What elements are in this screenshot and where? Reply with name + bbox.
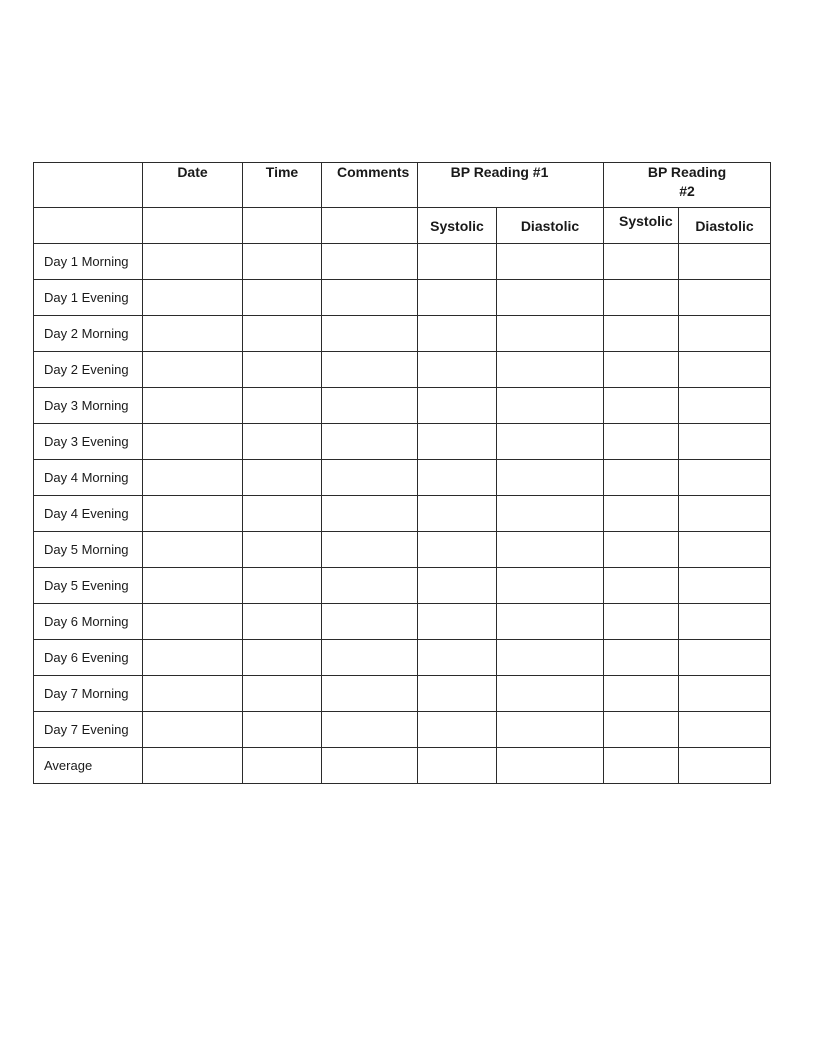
blood-pressure-log: [33, 162, 771, 784]
table-row: [34, 640, 771, 676]
table-row: [34, 424, 771, 460]
cell-bp2-diastolic[interactable]: [679, 640, 771, 676]
cell-comments[interactable]: [322, 532, 418, 568]
cell-date[interactable]: [143, 244, 243, 280]
cell-bp2-diastolic[interactable]: [679, 604, 771, 640]
table-row: [34, 568, 771, 604]
subheader-bp2-systolic-text: Systolic: [619, 213, 673, 229]
cell-comments[interactable]: [322, 352, 418, 388]
cell-date[interactable]: [143, 676, 243, 712]
cell-time[interactable]: [243, 712, 322, 748]
subheader-blank-1: [34, 208, 143, 244]
cell-date[interactable]: [143, 316, 243, 352]
cell-comments[interactable]: [322, 496, 418, 532]
cell-bp1-systolic[interactable]: [418, 280, 497, 316]
cell-bp1-systolic[interactable]: [418, 532, 497, 568]
row-label: Day 4 Evening: [34, 496, 143, 532]
cell-bp1-diastolic[interactable]: [497, 712, 604, 748]
cell-time[interactable]: [243, 640, 322, 676]
cell-bp1-systolic[interactable]: [418, 244, 497, 280]
row-label: Day 6 Morning: [34, 604, 143, 640]
table-row: [34, 280, 771, 316]
cell-bp1-diastolic[interactable]: [497, 388, 604, 424]
cell-bp2-systolic[interactable]: [604, 352, 679, 388]
cell-comments[interactable]: [322, 244, 418, 280]
cell-time[interactable]: [243, 280, 322, 316]
row-label: Day 6 Evening: [34, 640, 143, 676]
cell-comments[interactable]: [322, 568, 418, 604]
cell-bp2-diastolic[interactable]: [679, 460, 771, 496]
cell-bp2-systolic[interactable]: [604, 568, 679, 604]
cell-time[interactable]: [243, 244, 322, 280]
cell-time[interactable]: [243, 532, 322, 568]
cell-bp1-systolic[interactable]: [418, 604, 497, 640]
cell-date[interactable]: [143, 352, 243, 388]
cell-bp2-diastolic[interactable]: [679, 496, 771, 532]
table-row: [34, 712, 771, 748]
row-label: Day 5 Morning: [34, 532, 143, 568]
cell-bp1-systolic[interactable]: [418, 316, 497, 352]
cell-bp1-diastolic[interactable]: [497, 460, 604, 496]
cell-bp1-diastolic[interactable]: [497, 676, 604, 712]
cell-bp2-diastolic[interactable]: [679, 712, 771, 748]
row-label: Day 3 Evening: [34, 424, 143, 460]
cell-bp1-diastolic[interactable]: [497, 532, 604, 568]
table-row: [34, 532, 771, 568]
cell-bp1-systolic[interactable]: [418, 352, 497, 388]
row-label: Day 7 Evening: [34, 712, 143, 748]
cell-bp2-systolic[interactable]: [604, 640, 679, 676]
cell-time[interactable]: [243, 316, 322, 352]
cell-bp1-diastolic[interactable]: [497, 568, 604, 604]
cell-bp2-systolic[interactable]: [604, 280, 679, 316]
cell-comments[interactable]: [322, 316, 418, 352]
row-label: Day 2 Evening: [34, 352, 143, 388]
cell-bp2-diastolic[interactable]: [679, 676, 771, 712]
subheader-blank-3: [243, 208, 322, 244]
header-blank: [34, 163, 143, 208]
cell-bp2-systolic[interactable]: [604, 496, 679, 532]
cell-comments[interactable]: [322, 676, 418, 712]
cell-bp1-systolic[interactable]: [418, 568, 497, 604]
cell-comments[interactable]: [322, 712, 418, 748]
cell-date[interactable]: [143, 712, 243, 748]
cell-date[interactable]: [143, 604, 243, 640]
header-time: Time: [243, 163, 322, 208]
cell-bp1-systolic[interactable]: [418, 496, 497, 532]
cell-date[interactable]: [143, 496, 243, 532]
cell-comments[interactable]: [322, 388, 418, 424]
cell-bp2-diastolic[interactable]: [679, 388, 771, 424]
cell-bp2-diastolic[interactable]: [679, 352, 771, 388]
cell-bp2-diastolic[interactable]: [679, 280, 771, 316]
row-label: Day 1 Morning: [34, 244, 143, 280]
cell-bp1-diastolic[interactable]: [497, 424, 604, 460]
subheader-bp1-diastolic: Diastolic: [497, 208, 604, 244]
cell-bp1-systolic[interactable]: [418, 712, 497, 748]
cell-date[interactable]: [143, 388, 243, 424]
row-label: Average: [34, 748, 143, 784]
cell-bp2-diastolic[interactable]: [679, 748, 771, 784]
cell-bp1-systolic[interactable]: [418, 640, 497, 676]
row-label: Day 2 Morning: [34, 316, 143, 352]
row-label: Day 4 Morning: [34, 460, 143, 496]
cell-bp1-diastolic[interactable]: [497, 496, 604, 532]
cell-time[interactable]: [243, 352, 322, 388]
row-label: Day 1 Evening: [34, 280, 143, 316]
cell-time[interactable]: [243, 388, 322, 424]
cell-date[interactable]: [143, 280, 243, 316]
cell-comments[interactable]: [322, 280, 418, 316]
cell-bp2-systolic[interactable]: [604, 424, 679, 460]
cell-comments[interactable]: [322, 424, 418, 460]
cell-bp2-systolic[interactable]: [604, 460, 679, 496]
cell-bp1-diastolic[interactable]: [497, 640, 604, 676]
cell-bp2-diastolic[interactable]: [679, 532, 771, 568]
cell-time[interactable]: [243, 676, 322, 712]
table-row: [34, 748, 771, 784]
cell-bp1-diastolic[interactable]: [497, 352, 604, 388]
row-label: Day 5 Evening: [34, 568, 143, 604]
cell-time[interactable]: [243, 568, 322, 604]
subheader-bp1-systolic: Systolic: [418, 208, 497, 244]
cell-bp1-systolic[interactable]: [418, 676, 497, 712]
table-body: [34, 244, 771, 784]
subheader-row: [34, 208, 771, 244]
header-row: [34, 163, 771, 208]
cell-date[interactable]: [143, 748, 243, 784]
cell-time[interactable]: [243, 424, 322, 460]
cell-date[interactable]: [143, 532, 243, 568]
cell-bp1-diastolic[interactable]: [497, 316, 604, 352]
cell-bp1-diastolic[interactable]: [497, 244, 604, 280]
cell-bp1-diastolic[interactable]: [497, 280, 604, 316]
cell-time[interactable]: [243, 748, 322, 784]
cell-bp2-systolic[interactable]: [604, 604, 679, 640]
cell-comments[interactable]: [322, 640, 418, 676]
subheader-bp2-systolic: [604, 208, 679, 244]
subheader-blank-4: [322, 208, 418, 244]
cell-bp1-systolic[interactable]: [418, 424, 497, 460]
cell-comments[interactable]: [322, 460, 418, 496]
header-date: Date: [143, 163, 243, 208]
header-comments: Comments: [322, 163, 418, 208]
table-row: [34, 496, 771, 532]
cell-bp2-systolic[interactable]: [604, 316, 679, 352]
subheader-blank-2: [143, 208, 243, 244]
cell-comments[interactable]: [322, 748, 418, 784]
table-row: [34, 676, 771, 712]
cell-bp1-diastolic[interactable]: [497, 748, 604, 784]
cell-time[interactable]: [243, 496, 322, 532]
cell-bp2-systolic[interactable]: [604, 388, 679, 424]
subheader-bp2-diastolic: Diastolic: [679, 208, 771, 244]
cell-bp2-diastolic[interactable]: [679, 424, 771, 460]
cell-bp1-systolic[interactable]: [418, 748, 497, 784]
header-bp-reading-2: BP Reading #2: [604, 163, 771, 208]
cell-bp1-diastolic[interactable]: [497, 604, 604, 640]
row-label: Day 3 Morning: [34, 388, 143, 424]
cell-bp1-systolic[interactable]: [418, 460, 497, 496]
cell-time[interactable]: [243, 604, 322, 640]
cell-bp1-systolic[interactable]: [418, 388, 497, 424]
cell-bp2-systolic[interactable]: [604, 748, 679, 784]
cell-bp2-systolic[interactable]: [604, 532, 679, 568]
table-row: [34, 460, 771, 496]
table-row: [34, 604, 771, 640]
table-row: [34, 316, 771, 352]
cell-date[interactable]: [143, 460, 243, 496]
cell-bp2-diastolic[interactable]: [679, 244, 771, 280]
cell-date[interactable]: [143, 424, 243, 460]
cell-bp2-systolic[interactable]: [604, 676, 679, 712]
row-label: Day 7 Morning: [34, 676, 143, 712]
table-row: [34, 352, 771, 388]
table-row: [34, 388, 771, 424]
cell-bp2-systolic[interactable]: [604, 244, 679, 280]
cell-comments[interactable]: [322, 604, 418, 640]
cell-date[interactable]: [143, 568, 243, 604]
header-bp-reading-1: BP Reading #1: [418, 163, 604, 208]
cell-bp2-diastolic[interactable]: [679, 316, 771, 352]
cell-date[interactable]: [143, 640, 243, 676]
table-row: [34, 244, 771, 280]
cell-bp2-systolic[interactable]: [604, 712, 679, 748]
cell-bp2-diastolic[interactable]: [679, 568, 771, 604]
bp-log-table: [33, 162, 771, 784]
cell-time[interactable]: [243, 460, 322, 496]
